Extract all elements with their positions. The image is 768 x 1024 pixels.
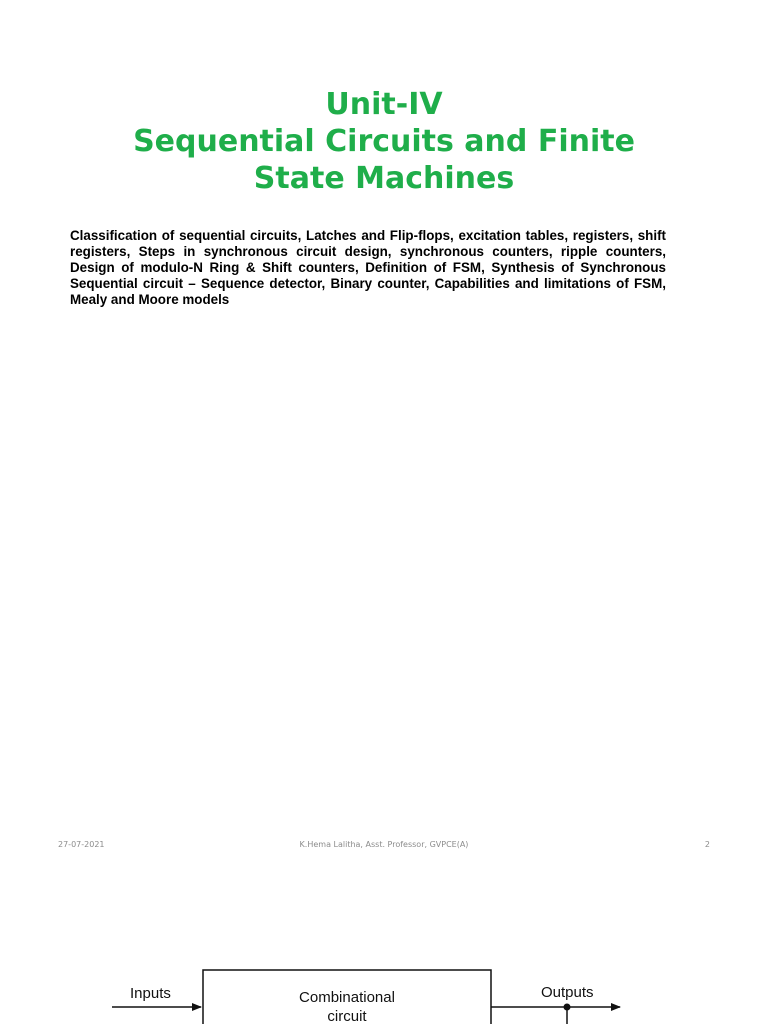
footer-author: K.Hema Lalitha, Asst. Professor, GVPCE(A)	[299, 840, 469, 849]
outputs-label: Outputs	[541, 984, 594, 1001]
footer-date: 27-07-2021	[58, 840, 105, 849]
footer-page-number: 2	[704, 840, 710, 849]
title-line-1: Unit-IV	[325, 87, 443, 122]
title-line-3: State Machines	[253, 161, 515, 196]
inputs-label: Inputs	[130, 985, 171, 1002]
sequential-circuit-diagram	[0, 950, 768, 1024]
syllabus-paragraph: Classification of sequential circuits, Latches and Flip-flops, excitation tables, registers, shift registers, Steps in synchronous circuit design, synchronous counters, ripple counters, Design of modulo-N Ring & Shift counters, Definition of FSM, Synthesis of Synchronous Sequential circuit – Sequence detector, Binary counter, Capabilities and limitations of FSM, Mealy and Moore models	[70, 228, 666, 307]
block-label-line-2: circuit	[327, 1008, 367, 1024]
slide-title	[0, 86, 768, 197]
title-line-2: Sequential Circuits and Finite	[133, 124, 635, 159]
block-label-line-1: Combinational	[299, 989, 395, 1006]
